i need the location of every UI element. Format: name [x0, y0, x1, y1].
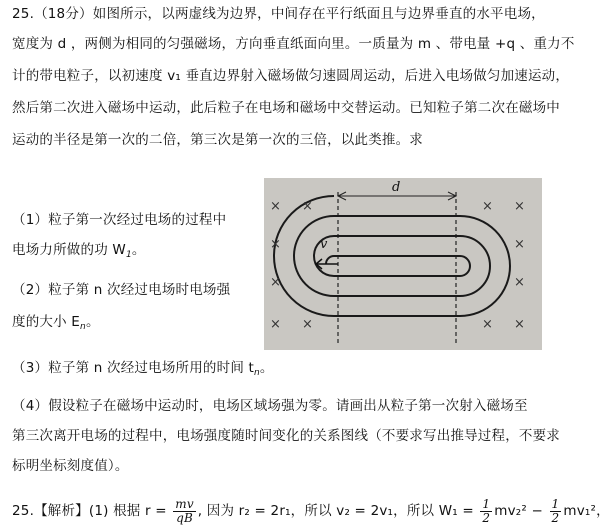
- question-2-line-2: [12, 312, 100, 337]
- answer-prefix: 25.【解析】(1) 根据 r =: [12, 503, 167, 519]
- answer-line: [12, 496, 610, 526]
- answer-middle: , 因为 r₂ = 2r₁，所以 v₂ = 2v₁，所以 W₁ =: [197, 503, 474, 519]
- cross-mark: ×: [302, 199, 313, 214]
- magnetic-field-crosses: [270, 199, 525, 332]
- fraction-one-half-a: [480, 498, 492, 525]
- question-1-line-2: [12, 240, 146, 265]
- intro-line-4: 然后第二次进入磁场中运动，此后粒子在电场和磁场中交替运动。已知粒子第二次在磁场中: [12, 100, 560, 116]
- answer-term-1: mv₂² −: [494, 503, 544, 519]
- question-2-text: 度的大小 E: [12, 314, 81, 330]
- cross-mark: ×: [270, 317, 281, 332]
- question-3-end: 。: [259, 360, 274, 376]
- fraction-numerator: 1: [482, 496, 491, 511]
- question-2-line-1: （2）粒子第 n 次经过电场时电场强: [12, 282, 231, 298]
- fraction-numerator: 1: [551, 496, 560, 511]
- fraction-mv-over-qb: [173, 498, 196, 525]
- cross-mark: ×: [514, 275, 525, 290]
- field-diagram-svg: [264, 178, 542, 350]
- fraction-one-half-b: [550, 498, 562, 525]
- cross-mark: ×: [514, 237, 525, 252]
- fraction-numerator: mv: [175, 496, 194, 511]
- question-4-line-2: 第三次离开电场的过程中，电场强度随时间变化的关系图线（不要求写出推导过程，不要求: [12, 428, 560, 444]
- field-diagram: [264, 178, 542, 350]
- question-4-line-3: 标明坐标刻度值）。: [12, 458, 129, 474]
- fraction-denominator: qB: [176, 510, 193, 525]
- cross-mark: ×: [514, 317, 525, 332]
- intro-line-2: 宽度为 d ，两侧为相同的匀强磁场，方向垂直纸面向里。一质量为 m 、带电量 +q 、重力不: [12, 36, 575, 52]
- question-2-end: 。: [85, 314, 100, 330]
- question-1-end: 。: [131, 242, 146, 258]
- cross-mark: ×: [270, 275, 281, 290]
- cross-mark: ×: [302, 317, 313, 332]
- question-1-line-1: （1）粒子第一次经过电场的过程中: [12, 212, 227, 228]
- intro-line-3: 计的带电粒子，以初速度 v₁ 垂直边界射入磁场做匀速圆周运动，后进入电场做匀加速运动，: [12, 68, 570, 84]
- cross-mark: ×: [514, 199, 525, 214]
- question-2-subscript: n: [80, 322, 86, 332]
- question-1-text: 电场力所做的功 W: [12, 242, 126, 258]
- question-3-text: （3）粒子第 n 次经过电场所用的时间 t: [12, 360, 255, 376]
- question-1-subscript: 1: [125, 250, 132, 260]
- spiral-trajectory: [274, 196, 510, 316]
- cross-mark: ×: [270, 237, 281, 252]
- intro-line-5: 运动的半径是第一次的二倍，第三次是第一次的三倍，以此类推。求: [12, 132, 423, 148]
- question-3: [12, 358, 274, 383]
- cross-mark: ×: [482, 317, 493, 332]
- width-label-d: d: [392, 180, 401, 195]
- answer-term-2: mv₁²，: [563, 503, 610, 519]
- intro-line-1: 25.（18分）如图所示，以两虚线为边界，中间存在平行纸面且与边界垂直的水平电场，: [12, 6, 545, 22]
- fraction-denominator: 2: [482, 510, 491, 525]
- cross-mark: ×: [482, 199, 493, 214]
- fraction-denominator: 2: [551, 510, 560, 525]
- cross-mark: ×: [270, 199, 281, 214]
- question-3-subscript: n: [254, 368, 260, 378]
- question-4-line-1: （4）假设粒子在磁场中运动时，电场区域场强为零。请画出从粒子第一次射入磁场至: [12, 398, 528, 414]
- velocity-label-v: v: [320, 237, 328, 252]
